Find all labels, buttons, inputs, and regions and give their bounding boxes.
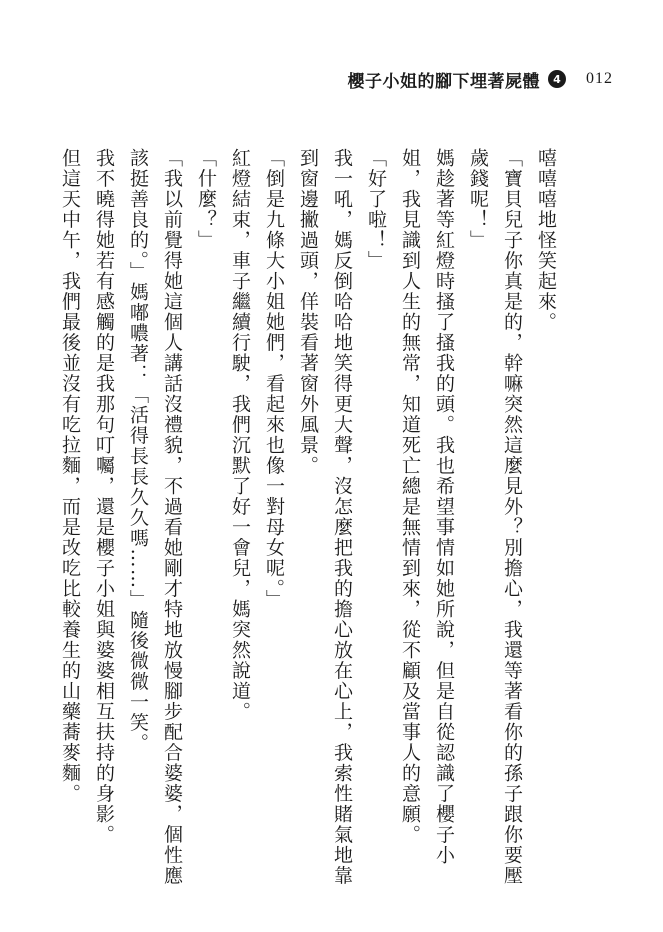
page-header [348,66,614,92]
paragraph: 我一吼，媽反倒哈哈地笑得更大聲，沒怎麼把我的擔心放在心上，我索性賭氣地靠到窗邊撇過頭，佯裝看著窗外風景。 [297,148,353,886]
paragraph: 「我以前覺得她這個人講話沒禮貌，不過看她剛才特地放慢腳步配合婆婆，個性應該挺善良的。」媽嘟噥著：「活得長長久久嗎……」隨後微微一笑。 [127,148,183,886]
paragraph: 嘻嘻嘻地怪笑起來。 [535,148,557,333]
paragraph: 「什麼？」 [195,148,217,251]
page-number: 012 [586,70,613,87]
paragraph: 「倒是九條大小姐她們，看起來也像一對母女呢。」 [263,148,285,610]
paragraph: 「寶貝兒子你真是的，幹嘛突然這麼見外？別擔心，我還等著看你的孫子跟你要壓歲錢呢！」 [467,148,523,886]
paragraph: 「好了啦！」 [365,148,387,271]
paragraph: 媽趁著等紅燈時搔了搔我的頭。我也希望事情如她所說，但是自從認識了櫻子小姐，我見識到人生的無常，知道死亡總是無情到來，從不顧及當事人的意願。 [399,148,455,866]
paragraph: 我不曉得她若有感觸的是我那句叮囑，還是櫻子小姐與婆婆相互扶持的身影。 [93,148,115,845]
body-text [59,148,563,888]
paragraph: 但這天中午，我們最後並沒有吃拉麵，而是改吃比較養生的山藥蕎麥麵。 [59,148,81,804]
book-title: 櫻子小姐的腳下埋著屍體 [347,71,540,92]
paragraph: 紅燈結束，車子繼續行駛，我們沉默了好一會兒，媽突然說道。 [229,148,251,722]
volume-badge: 4 [548,70,566,88]
